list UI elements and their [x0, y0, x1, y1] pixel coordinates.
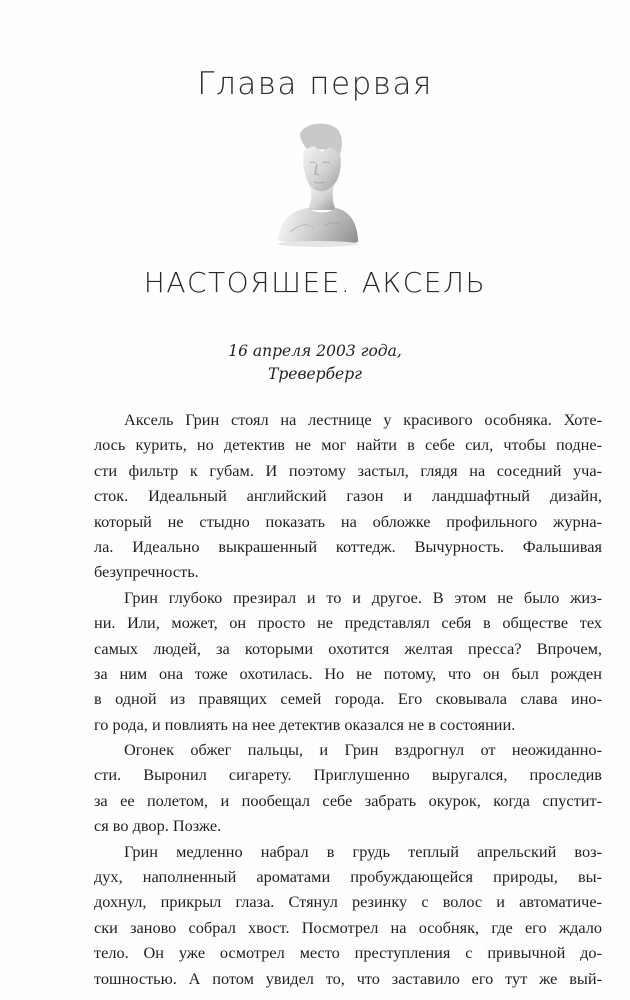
text-line: сти. Выронил сигарету. Приглушенно выругался, проследив — [94, 765, 602, 785]
body-text — [94, 407, 602, 991]
chapter-title: Глава первая — [197, 66, 433, 102]
text-line: за ее полетом, и пообещал себе забрать окурок, когда спустит- — [94, 790, 602, 810]
text-line: дохнул, прикрыл глаза. Стянул резинку с волос и автоматиче- — [94, 892, 602, 912]
text-line: го рода, и повлиять на нее детектив оказался не в состоянии. — [94, 714, 516, 734]
text-line: Грин глубоко презирал и то и другое. В этом не было жиз- — [124, 587, 602, 607]
text-line: ся во двор. Позже. — [94, 816, 222, 836]
text-line: сток. Идеальный английский газон и ландшафтный дизайн, — [94, 486, 602, 506]
text-line: тело. Он уже осмотрел место преступления с привычной до- — [94, 943, 602, 963]
text-line: дух, наполненный ароматами пробуждающейся природы, вы- — [94, 867, 602, 887]
text-line: Аксель Грин стоял на лестнице у красивого особняка. Хоте- — [124, 410, 602, 429]
text-line: в одной из правящих семей города. Его сковывала слава ино- — [94, 689, 602, 709]
text-line: Огонек обжег пальцы, и Грин вздрогнул от неожиданно- — [124, 740, 602, 760]
text-line: ни. Или, может, он просто не представлял себя в обществе тех — [94, 613, 602, 633]
text-line: ла. Идеально выкрашенный коттедж. Вычурность. Фальшивая — [94, 536, 602, 556]
text-line: сти фильтр к губам. И поэтому застыл, глядя на соседний уча- — [94, 460, 602, 480]
text-line: Грин медленно набрал в грудь теплый апрельский воз- — [124, 841, 602, 861]
text-line: за ним она тоже охотилась. Но не потому, что он был рожден — [94, 663, 602, 683]
text-line: самых людей, за которыми охотится желтая пресса? Впрочем, — [94, 638, 602, 658]
text-line: лось курить, но детектив не мог найти в себе сил, чтобы подне- — [94, 435, 602, 455]
text-line: тошностью. А потом увидел то, что заставило его тут же вый- — [94, 968, 602, 988]
section-title: НАСТОЯШЕЕ. АКСЕЛЬ — [143, 266, 487, 299]
dateline — [0, 340, 630, 386]
greek-bust-icon — [270, 120, 362, 250]
text-line: который не стыдно показать на обложке профильного журна- — [94, 511, 602, 531]
text-line: ски заново собрал хвост. Посмотрел на особняк, где его ждало — [94, 917, 602, 937]
text-line: безупречность. — [94, 562, 199, 582]
dateline-date: 16 апреля 2003 года, — [228, 342, 402, 360]
dateline-place: Треверберг — [268, 365, 362, 383]
